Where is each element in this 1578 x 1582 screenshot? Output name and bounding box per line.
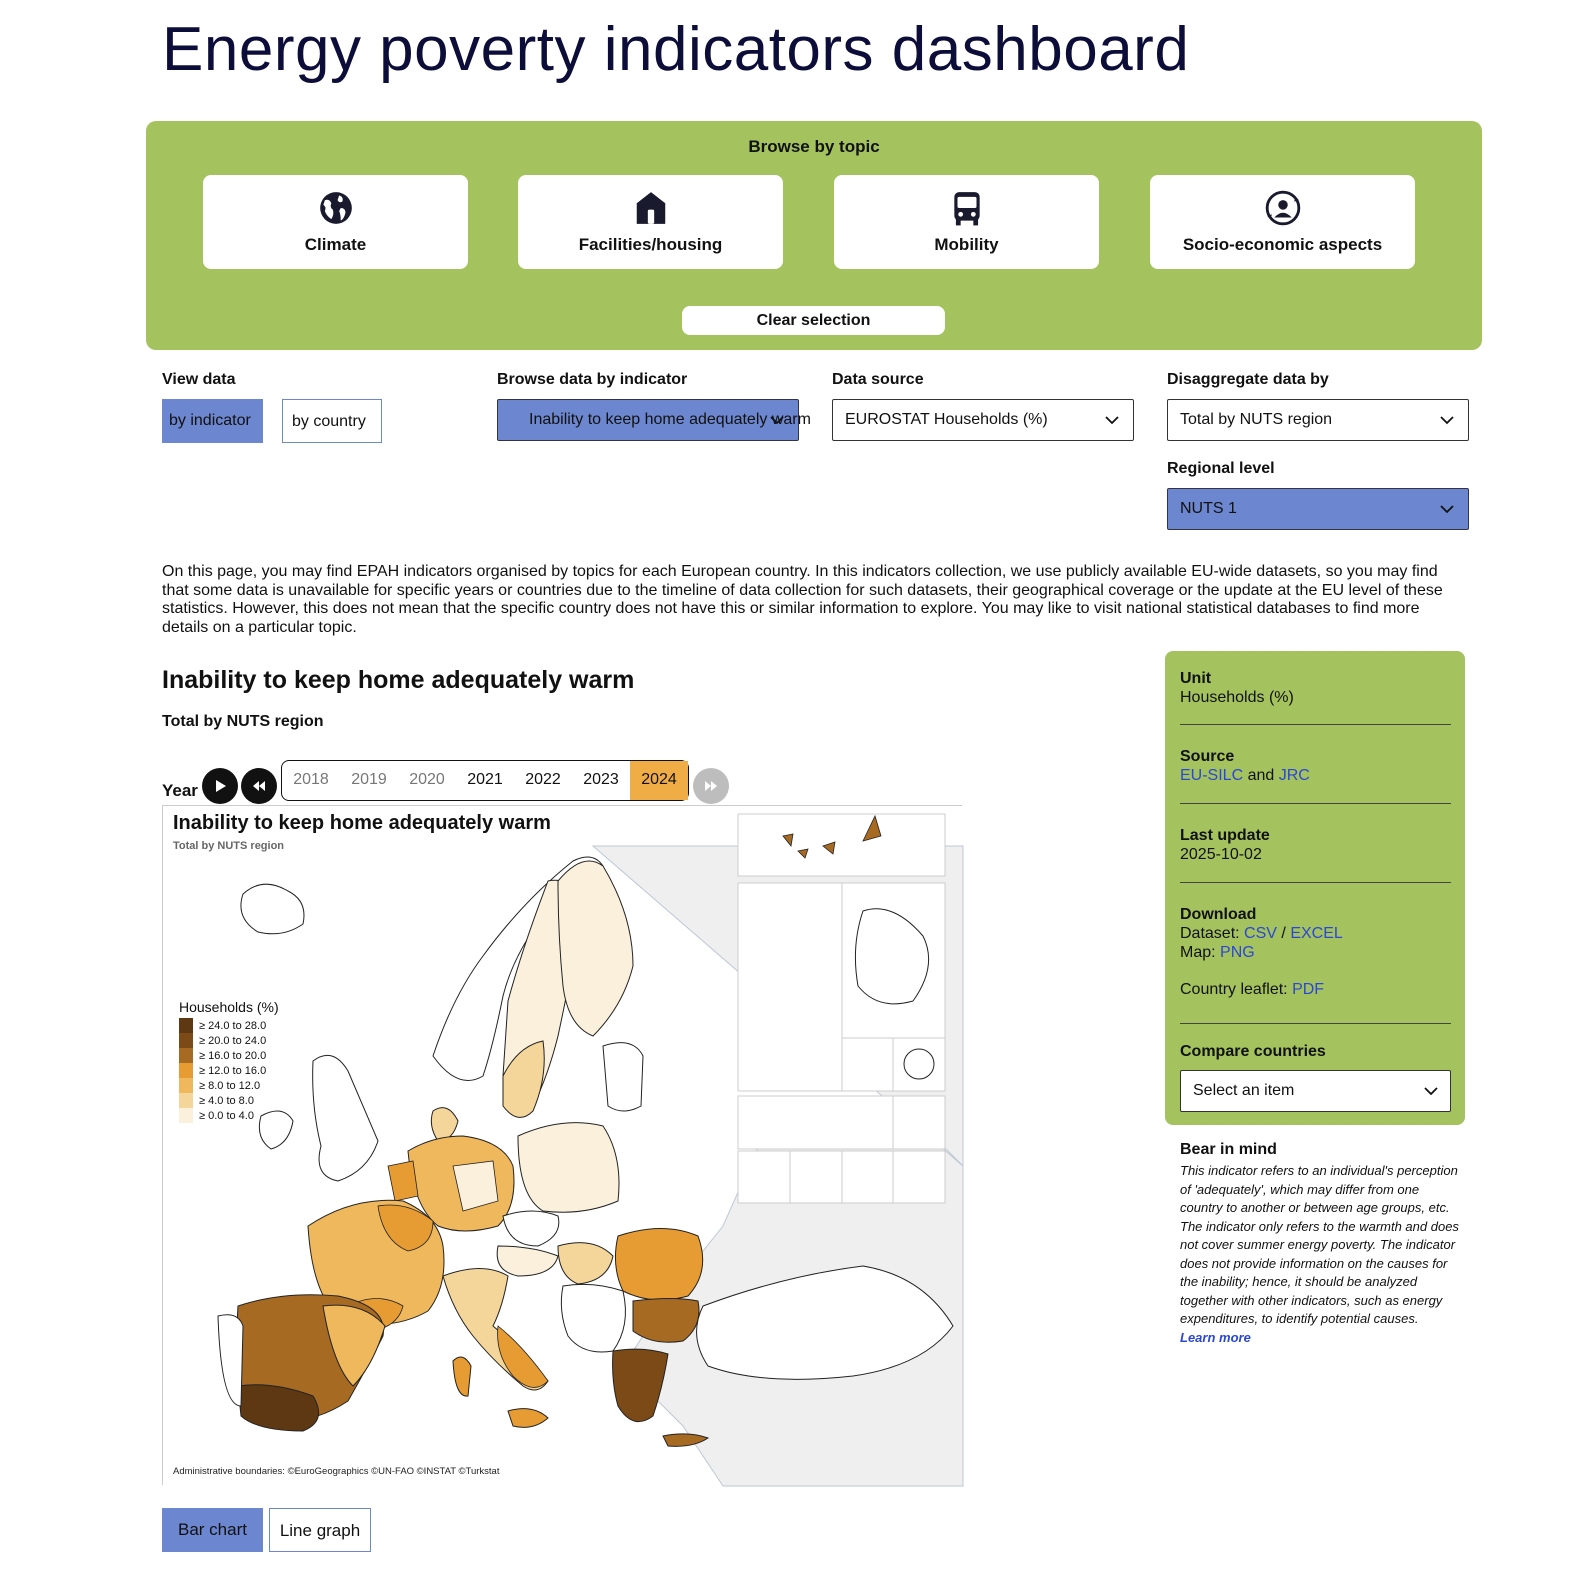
chevron-down-icon: [768, 411, 786, 429]
indicator-title: Inability to keep home adequately warm: [162, 666, 635, 694]
fast-forward-button[interactable]: [693, 768, 729, 804]
view-by-country-button[interactable]: by country: [282, 399, 382, 443]
year-option-selected[interactable]: 2024: [630, 761, 688, 800]
disaggregate-value: Total by NUTS region: [1180, 411, 1333, 428]
fast-forward-icon: [702, 777, 720, 795]
indicator-select[interactable]: [497, 399, 811, 441]
map-download-label: Map:: [1180, 944, 1216, 961]
excel-link[interactable]: EXCEL: [1290, 925, 1343, 942]
disaggregate-select[interactable]: [1167, 399, 1469, 441]
jrc-link[interactable]: JRC: [1278, 767, 1310, 784]
indicator-info-panel: [1165, 651, 1465, 1125]
bear-in-mind-title: Bear in mind: [1180, 1141, 1277, 1158]
legend-item: [179, 1033, 279, 1048]
download-section: [1180, 905, 1451, 999]
legend-item: [179, 1093, 279, 1108]
legend-item: [179, 1078, 279, 1093]
year-option[interactable]: 2020: [409, 771, 445, 788]
indicator-select-value: Inability to keep home adequately warm: [529, 411, 811, 428]
regional-level-select[interactable]: [1167, 488, 1469, 530]
legend-label: ≥ 0.0 to 4.0: [199, 1109, 254, 1122]
year-option[interactable]: 2023: [583, 771, 619, 788]
chevron-down-icon: [1422, 1082, 1440, 1100]
map-subtitle: Total by NUTS region: [173, 840, 285, 852]
topic-mobility-button[interactable]: [834, 175, 1099, 269]
map-region[interactable]: [518, 1123, 619, 1213]
topic-label: Mobility: [934, 235, 999, 254]
dataset-label: Dataset:: [1180, 925, 1240, 942]
page-title: Energy poverty indicators dashboard: [162, 15, 1190, 84]
legend-swatch: [179, 1093, 193, 1108]
legend-swatch: [179, 1018, 193, 1033]
topic-socioeconomic-button[interactable]: [1150, 175, 1415, 269]
line-graph-button[interactable]: Line graph: [269, 1508, 371, 1552]
choropleth-map[interactable]: [162, 805, 962, 1485]
topic-label: Facilities/housing: [578, 235, 723, 254]
unit-label: Unit: [1180, 670, 1212, 687]
update-section: [1180, 826, 1451, 864]
year-option[interactable]: 2021: [467, 771, 503, 788]
png-link[interactable]: PNG: [1220, 944, 1255, 961]
chevron-down-icon: [1103, 411, 1121, 429]
slash: /: [1281, 925, 1286, 942]
map-legend: [179, 999, 279, 1123]
legend-swatch: [179, 1048, 193, 1063]
person-cycle-icon: [1264, 189, 1302, 227]
leaflet-label: Country leaflet:: [1180, 981, 1288, 998]
bar-chart-button[interactable]: Bar chart: [162, 1508, 263, 1552]
legend-label: ≥ 8.0 to 12.0: [199, 1079, 261, 1092]
house-icon: [632, 189, 670, 227]
legend-item: [179, 1063, 279, 1078]
data-source-value: EUROSTAT Households (%): [845, 411, 1048, 428]
legend-label: ≥ 24.0 to 28.0: [199, 1019, 267, 1032]
learn-more-link[interactable]: Learn more: [1180, 1329, 1251, 1345]
map-region[interactable]: [633, 1299, 699, 1343]
play-button[interactable]: [202, 768, 238, 804]
divider: [1180, 882, 1451, 883]
pdf-link[interactable]: PDF: [1292, 981, 1325, 998]
legend-label: ≥ 12.0 to 16.0: [199, 1064, 267, 1077]
clear-selection-button[interactable]: Clear selection: [682, 306, 945, 335]
globe-icon: [317, 189, 355, 227]
rewind-icon: [250, 777, 268, 795]
legend-item: [179, 1048, 279, 1063]
update-label: Last update: [1180, 827, 1270, 844]
csv-link[interactable]: CSV: [1244, 925, 1277, 942]
download-label: Download: [1180, 906, 1257, 923]
map-region[interactable]: [603, 1043, 643, 1111]
topic-climate-button[interactable]: [203, 175, 468, 269]
source-label: Source: [1180, 748, 1235, 765]
disaggregate-label: Disaggregate data by: [1167, 371, 1329, 388]
year-label: Year: [162, 781, 198, 800]
map-region[interactable]: [615, 1229, 702, 1301]
unit-value: Households (%): [1180, 689, 1294, 706]
rewind-button[interactable]: [241, 768, 277, 804]
divider: [1180, 724, 1451, 725]
data-source-label: Data source: [832, 371, 924, 388]
compare-placeholder: Select an item: [1193, 1082, 1295, 1099]
map-title: Inability to keep home adequately warm: [173, 812, 551, 834]
legend-item: [179, 1108, 279, 1123]
legend-label: ≥ 20.0 to 24.0: [199, 1034, 267, 1047]
map-credit: Administrative boundaries: ©EuroGeographics ©UN-FAO ©INSTAT ©Turkstat: [173, 1466, 500, 1477]
chevron-down-icon: [1438, 411, 1456, 429]
europe-map: [163, 806, 963, 1486]
legend-swatch: [179, 1063, 193, 1078]
regional-level-label: Regional level: [1167, 460, 1275, 477]
topic-panel: [146, 121, 1482, 350]
compare-section: [1180, 1042, 1451, 1061]
legend-item: [179, 1018, 279, 1033]
topic-label: Climate: [304, 235, 367, 254]
topic-label: Socio-economic aspects: [1182, 235, 1383, 254]
legend-label: ≥ 4.0 to 8.0: [199, 1094, 254, 1107]
bear-in-mind-text: [1180, 1162, 1465, 1347]
data-source-select[interactable]: [832, 399, 1134, 441]
chevron-down-icon: [1438, 500, 1456, 518]
compare-label: Compare countries: [1180, 1043, 1326, 1060]
year-option[interactable]: 2018: [293, 771, 329, 788]
legend-title: Households (%): [179, 999, 279, 1015]
eu-silc-link[interactable]: EU-SILC: [1180, 767, 1244, 784]
divider: [1180, 1023, 1451, 1024]
topic-housing-button[interactable]: [518, 175, 783, 269]
regional-level-value: NUTS 1: [1180, 500, 1237, 517]
unit-section: [1180, 669, 1451, 707]
topic-heading: Browse by topic: [748, 137, 880, 156]
play-icon: [211, 777, 229, 795]
view-by-indicator-button[interactable]: by indicator: [162, 399, 263, 443]
divider: [1180, 803, 1451, 804]
year-option[interactable]: 2022: [525, 771, 561, 788]
update-value: 2025-10-02: [1180, 846, 1262, 863]
source-and: and: [1247, 767, 1275, 784]
legend-swatch: [179, 1078, 193, 1093]
year-option[interactable]: 2019: [351, 771, 387, 788]
view-data-label: View data: [162, 371, 236, 388]
legend-swatch: [179, 1108, 193, 1123]
bear-in-mind-body: This indicator refers to an individual's perception of 'adequately', which may differ from one country to another or between age groups, etc. The indicator only refers to the warmth and does not cover summer energy poverty. The indicator does not provide information on the causes for the inability; hence, it should be analyzed together with other indicators, such as energy expenditures, to identify potential causes.: [1180, 1163, 1459, 1326]
indicator-label: Browse data by indicator: [497, 371, 688, 388]
year-selector: [281, 760, 689, 801]
indicator-subtitle: Total by NUTS region: [162, 713, 324, 730]
intro-text: On this page, you may find EPAH indicators organised by topics for each European country. In this indicators collection, we use publicly available EU-wide datasets, so you may find that some data is unavailable for specific years or countries due to the timeline of data collection for such datasets, their geographical coverage or the update at the EU level of these statistics. However, this does not mean that the specific country does not have this or similar information to explore. You may like to visit national statistical databases to find more details on a particular topic.: [162, 563, 1443, 636]
source-section: [1180, 747, 1451, 785]
legend-swatch: [179, 1033, 193, 1048]
bus-icon: [948, 189, 986, 227]
compare-countries-select[interactable]: [1180, 1070, 1451, 1112]
legend-label: ≥ 16.0 to 20.0: [199, 1049, 267, 1062]
